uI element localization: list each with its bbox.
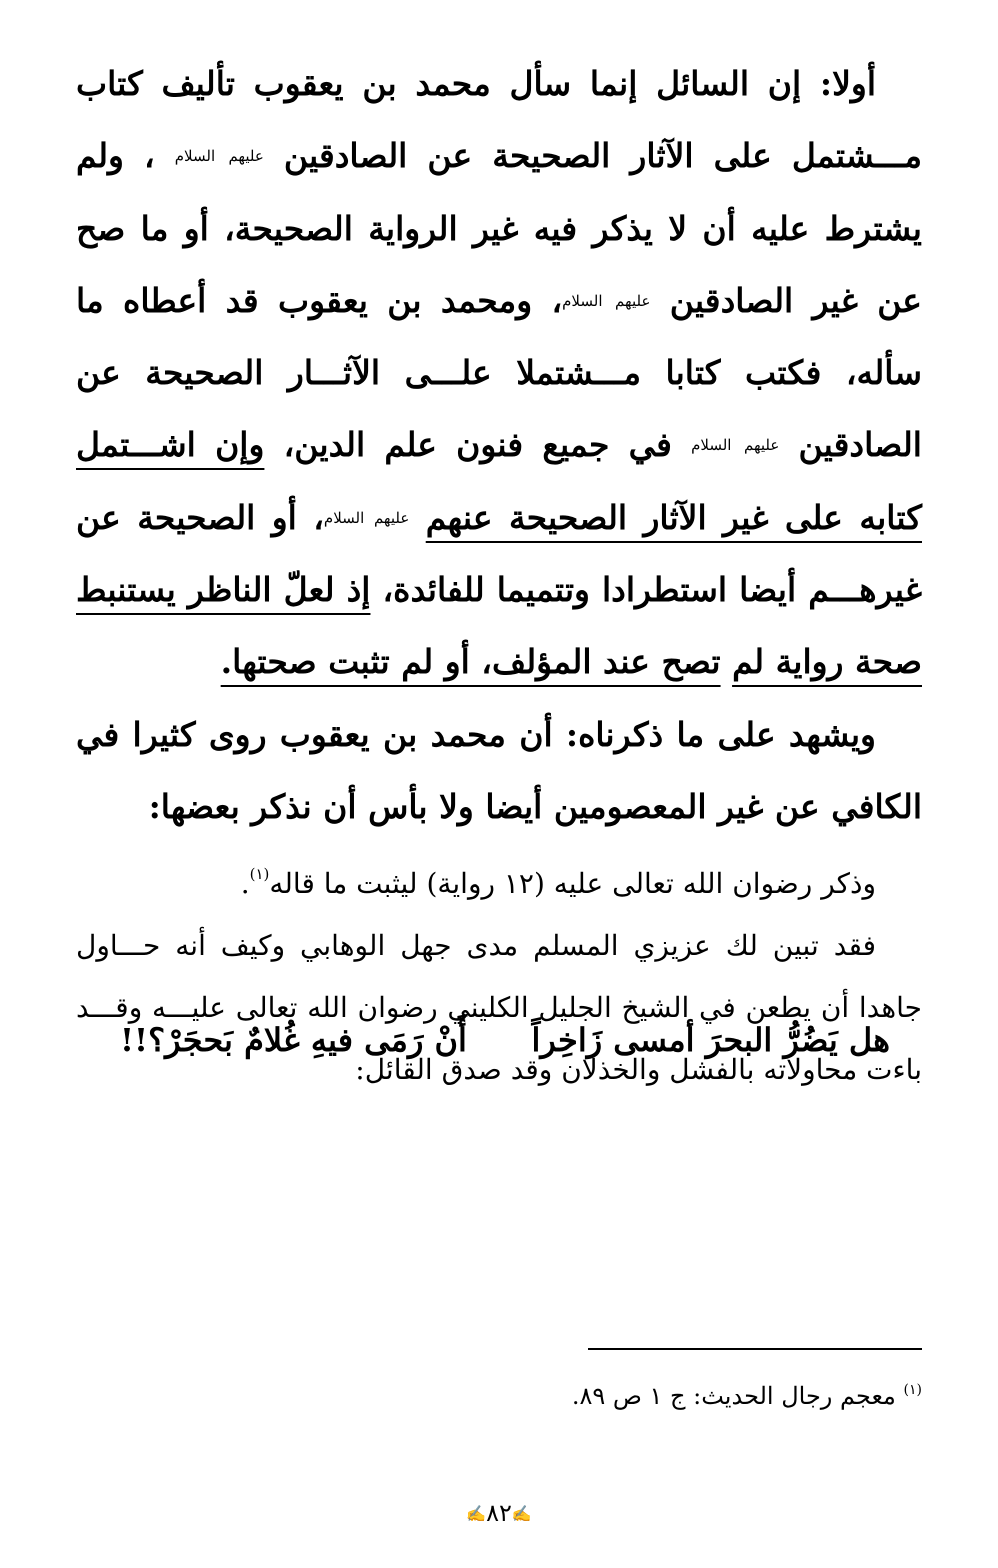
p2-line-2: عن غير المعصومين أيضا ولا بأس أن نذكر بعضها: [148,786,820,826]
paragraph-1 [76,48,922,699]
verse-hemistich-2: أَنْ رَمَى فيهِ غُلامٌ بَحجَرْ؟!! [120,1021,467,1059]
poetry-verse [110,1010,890,1076]
page-number [449,1498,549,1529]
honorific-symbol: عليهم السلام [323,508,410,527]
p4-line-1: فقد تبين لك عزيزي المسلم مدى جهل الوهابي وكيف أنه حـــاول [76,929,876,963]
honorific-symbol: عليهم السلام [562,291,651,310]
paragraph-3 [76,843,922,915]
p4-line-3: باءت محاولاته بالفشل والخذلان وقد صدق القائل: [355,1053,922,1087]
page-number-value: ٨٢ [486,1499,512,1527]
honorific-symbol: عليهم السلام [174,147,264,166]
honorific-symbol: عليهم السلام [691,436,780,455]
pen-ornament-icon: ✍ [466,1504,487,1523]
p3-text: وذكر رضوان الله تعالى عليه (١٢ رواية) ليثبت ما قاله [269,867,876,901]
footnote-separator [588,1348,922,1350]
p1-underlined-7: إذ لعلّ الناظر يستنبط صحة رواية لم [76,570,922,682]
p1-line-1: أولا: إن السائل إنما سأل محمد بن يعقوب تأليف كتاب مـــشتمل [76,64,923,176]
p1-line-4: بن يعقوب قد أعطاه ما سأله، فكتب كتابا مـــشتملا علـــى الآثـــار [76,280,922,393]
paragraph-2 [76,699,922,844]
page-body [76,48,922,1101]
p1-line-5b: في جميع فنون علم الدين، [283,425,672,465]
p1-line-2a: على الآثار الصحيحة عن الصادقين [283,136,772,176]
p1-underlined-5: وإن اشـــتمل [76,425,265,465]
footnote [572,1370,922,1416]
p1-line-3a: فيه غير الرواية الصحيحة، أو ما صح عن غير الصادقين [76,208,922,320]
footnote-text: معجم رجال الحديث: ج ١ ص ٨٩. [571,1382,896,1410]
verse-hemistich-1: هل يَضُرُّ البحرَ أمسى زَاخِراً [531,1021,890,1059]
p1-line-3b: ، ومحمد [440,280,563,320]
p4-line-2: جاهدا أن يطعن في الشيخ الجليل الكليني رضوان الله تعالى عليـــه وقـــد [76,991,922,1025]
pen-ornament-icon: ✍ [511,1504,532,1523]
p1-underlined-6: كتابه على غير الآثار الصحيحة عنهم [425,497,922,537]
p1-line-5a: الصحيحة عن الصادقين [76,353,922,465]
p1-line-7a: أيضا استطرادا وتتميما للفائدة، [382,570,797,610]
footnote-reference: (١) [249,865,270,884]
p1-underlined-8: تصح عند المؤلف، أو لم تثبت صحتها. [220,642,721,682]
p1-line-6b: ، أو الصحيحة عن غيرهـــم [76,497,922,610]
footnote-number: (١) [903,1382,922,1398]
p1-line-2b: ، ولم يشترط عليه أن لا يذكر [76,136,922,248]
p3-end: . [240,867,250,901]
p2-line-1: ويشهد على ما ذكرناه: أن محمد بن يعقوب روى كثيرا في الكافي [76,714,922,826]
